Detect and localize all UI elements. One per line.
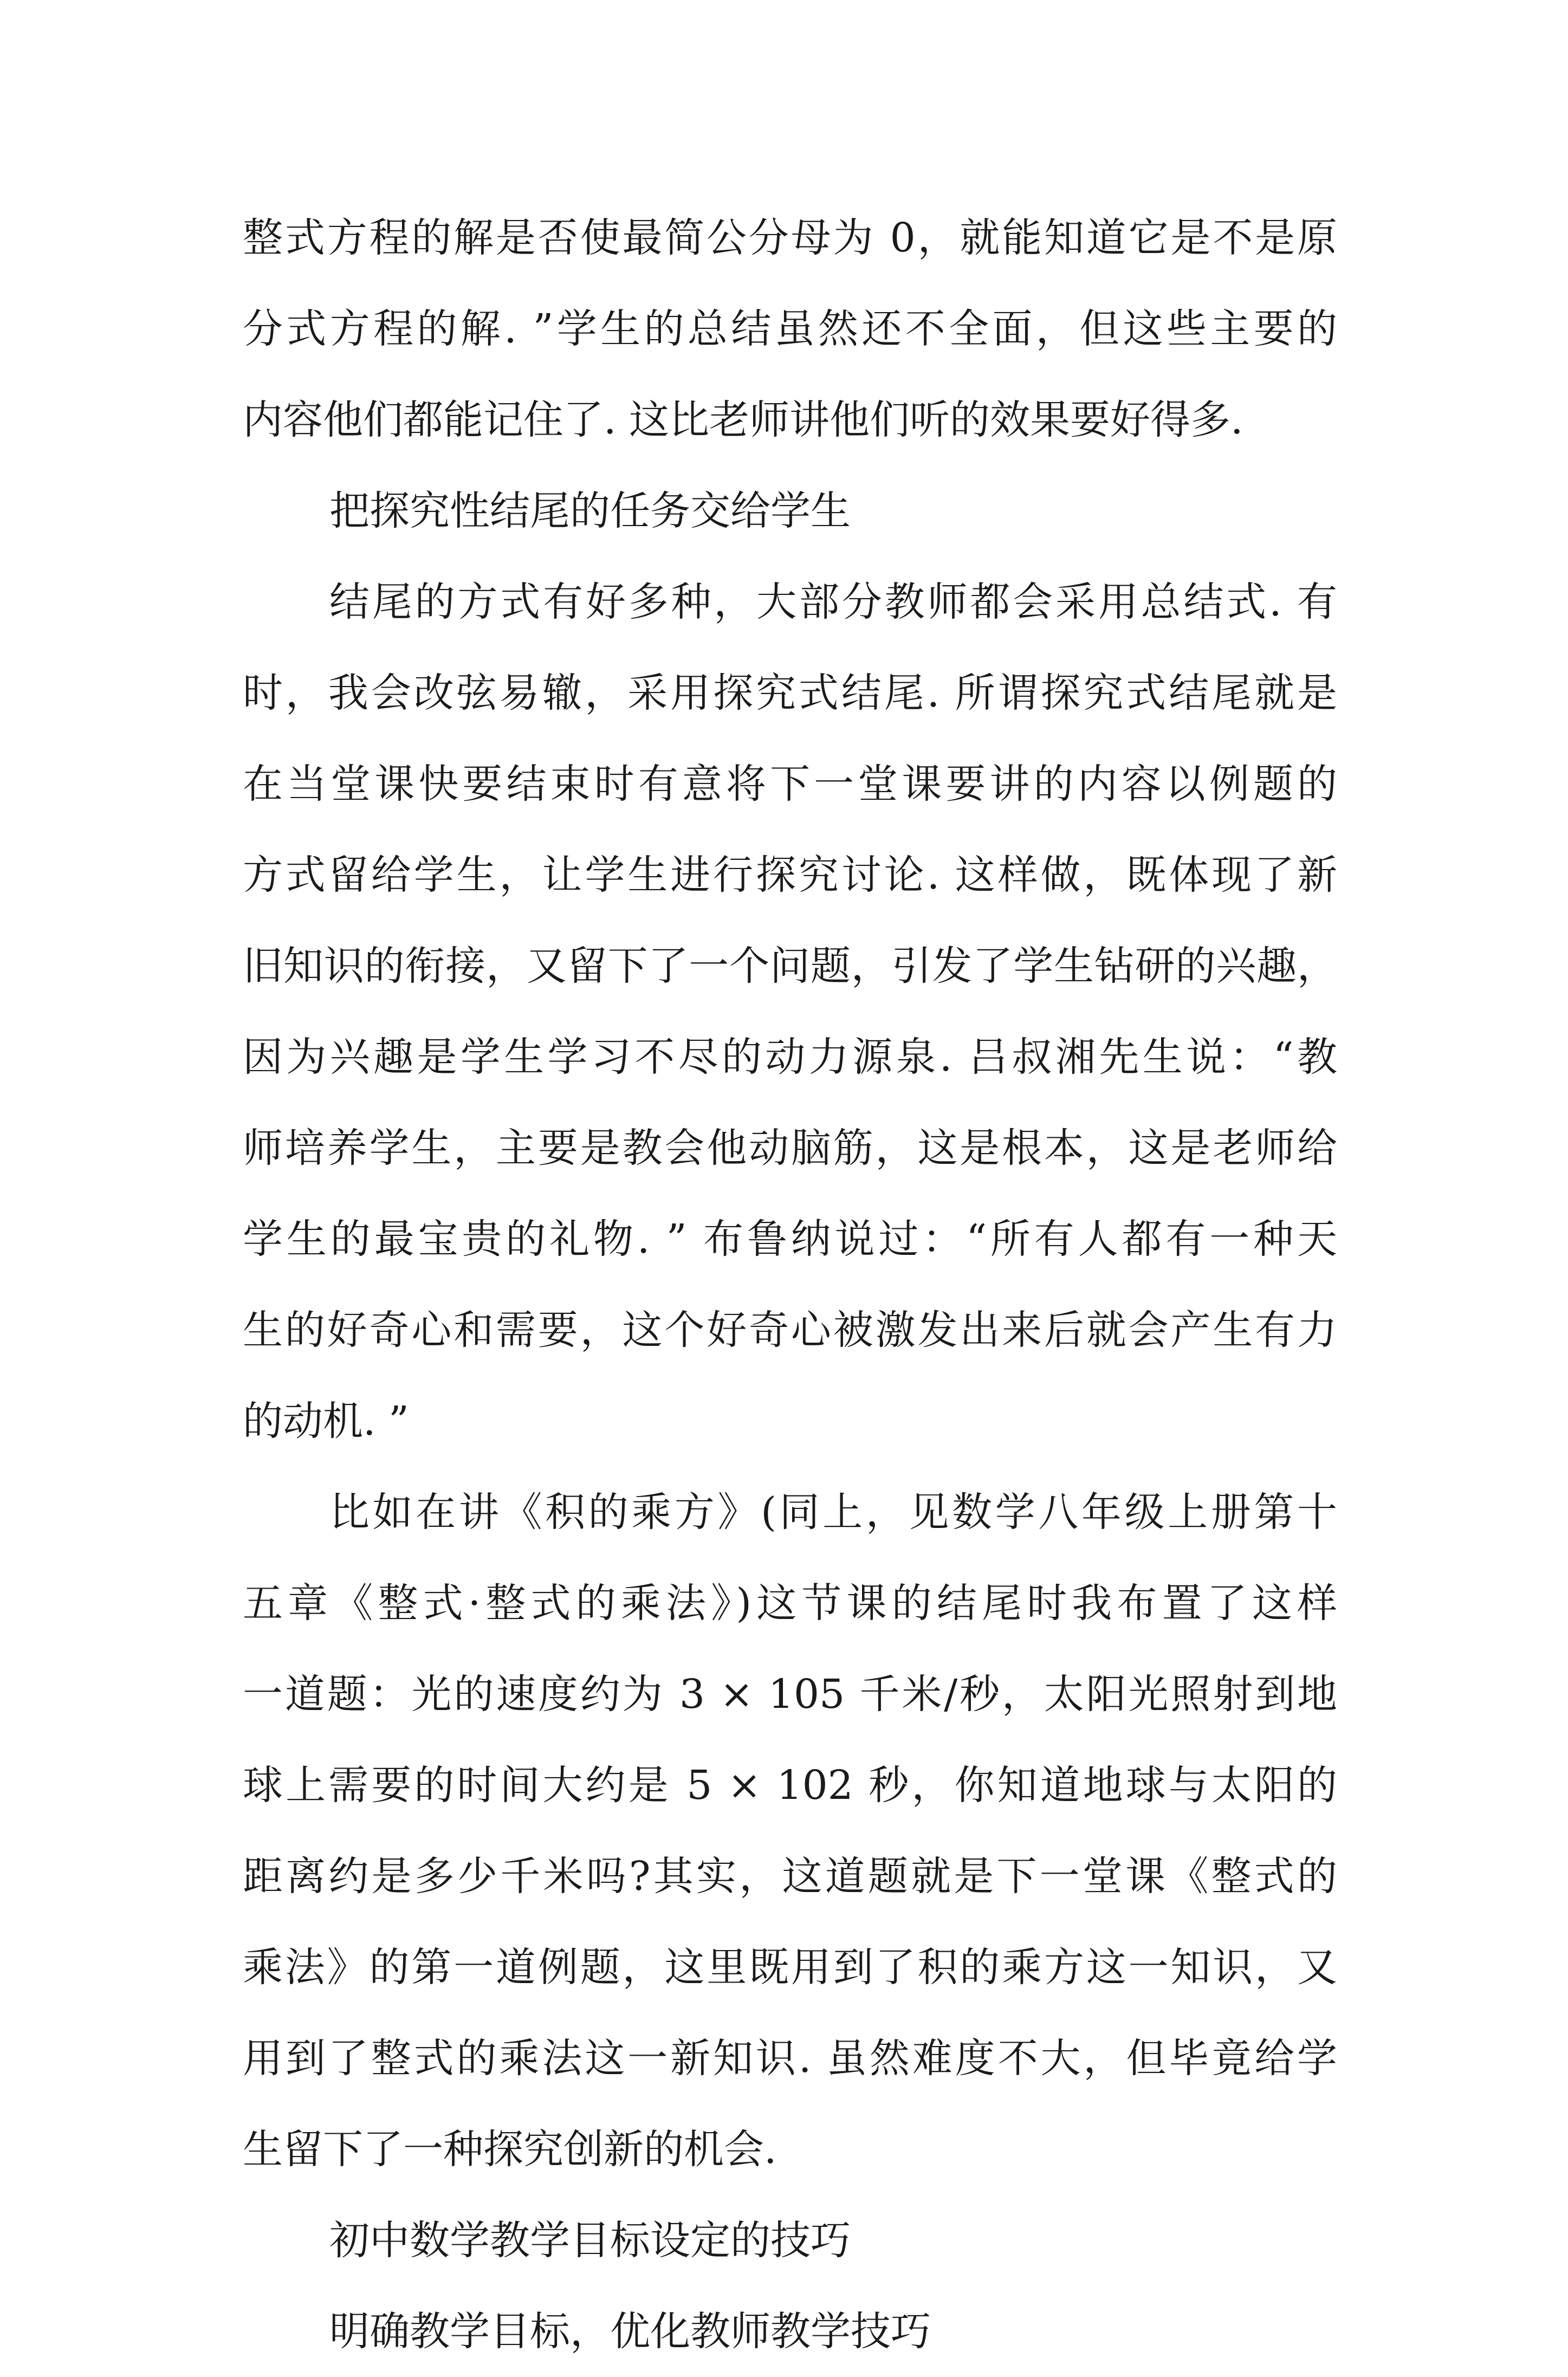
paragraph-line: 结尾的方式有好多种，大部分教师都会采用总结式. 有: [329, 579, 1337, 625]
paragraph-line: 的动机. ”: [243, 1398, 409, 1445]
paragraph-line: 比如在讲《积的乘方》(同上，见数学八年级上册第十: [329, 1489, 1337, 1536]
paragraph-line: 生留下了一种探究创新的机会.: [243, 2126, 777, 2173]
paragraph-line: 五章《整式·整式的乘法》)这节课的结尾时我布置了这样: [243, 1580, 1337, 1627]
paragraph-line: 内容他们都能记住了. 这比老师讲他们听的效果要好得多.: [243, 397, 1243, 443]
paragraph-line: 生的好奇心和需要，这个好奇心被激发出来后就会产生有力: [243, 1307, 1337, 1353]
paragraph-line: 用到了整式的乘法这一新知识. 虽然难度不大，但毕竟给学: [243, 2035, 1337, 2082]
paragraph-line: 师培养学生，主要是教会他动脑筋，这是根本，这是老师给: [243, 1125, 1337, 1171]
paragraph-line: 方式留给学生，让学生进行探究讨论. 这样做，既体现了新: [243, 852, 1337, 898]
paragraph-line: 在当堂课快要结束时有意将下一堂课要讲的内容以例题的: [243, 761, 1337, 807]
section-heading: 初中数学教学目标设定的技巧: [329, 2217, 851, 2264]
paragraph-line: 学生的最宝贵的礼物. ” 布鲁纳说过：“所有人都有一种天: [243, 1216, 1337, 1262]
paragraph-line: 时，我会改弦易辙，采用探究式结尾. 所谓探究式结尾就是: [243, 670, 1337, 716]
paragraph-line: 旧知识的衔接，又留下了一个问题，引发了学生钻研的兴趣，: [243, 943, 1337, 989]
paragraph-line: 分式方程的解. ”学生的总结虽然还不全面，但这些主要的: [243, 306, 1337, 352]
section-heading: 把探究性结尾的任务交给学生: [329, 488, 851, 534]
section-heading: 明确教学目标，优化教师教学技巧: [329, 2308, 931, 2355]
paragraph-line: 整式方程的解是否使最简公分母为 0，就能知道它是不是原: [243, 215, 1337, 261]
paragraph-line: 因为兴趣是学生学习不尽的动力源泉. 吕叔湘先生说：“教: [243, 1034, 1337, 1080]
paragraph-line: 球上需要的时间大约是 5 × 102 秒，你知道地球与太阳的: [243, 1762, 1337, 1809]
paragraph-line: 距离约是多少千米吗?其实，这道题就是下一堂课《整式的: [243, 1853, 1337, 1900]
paragraph-line: 乘法》的第一道例题，这里既用到了积的乘方这一知识，又: [243, 1944, 1337, 1991]
paragraph-line: 一道题：光的速度约为 3 × 105 千米/秒，太阳光照射到地: [243, 1671, 1337, 1718]
body-text: [243, 192, 1337, 2377]
